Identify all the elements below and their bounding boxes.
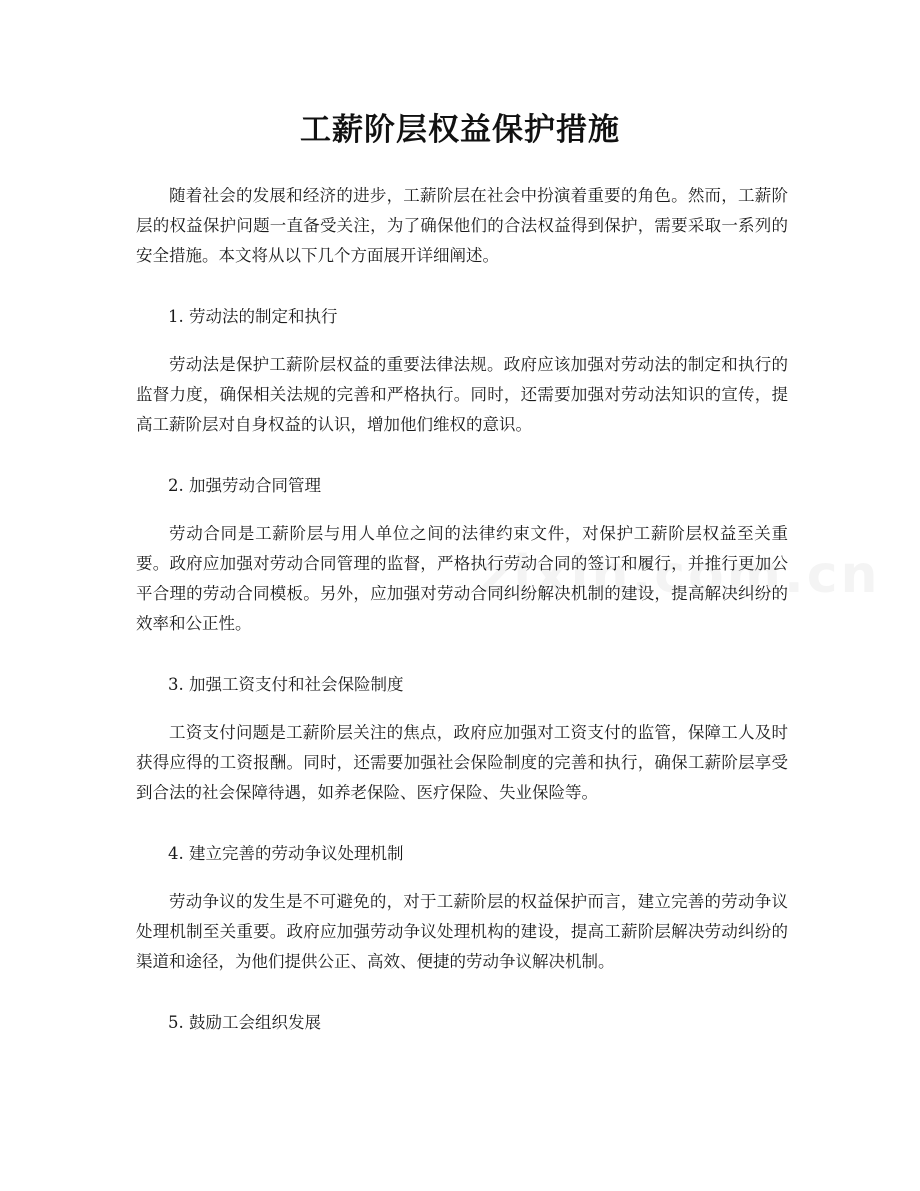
spacer	[136, 639, 788, 670]
section-heading-2: 2. 加强劳动合同管理	[168, 476, 321, 495]
section-body-2: 劳动合同是工薪阶层与用人单位之间的法律约束文件，对保护工薪阶层权益至关重要。政府应加强对劳动合同管理的监督，严格执行劳动合同的签订和履行，并推行更加公平合理的劳动合同模板。另外，应加强对劳动合同纠纷解决机制的建设，提高解决纠纷的效率和公正性。	[136, 524, 788, 633]
section-body-1: 劳动法是保护工薪阶层权益的重要法律法规。政府应该加强对劳动法的制定和执行的监督力度，确保相关法规的完善和严格执行。同时，还需要加强对劳动法知识的宣传，提高工薪阶层对自身权益的认识，增加他们维权的意识。	[136, 355, 788, 434]
intro-paragraph: 随着社会的发展和经济的进步，工薪阶层在社会中扮演着重要的角色。然而，工薪阶层的权益保护问题一直备受关注，为了确保他们的合法权益得到保护，需要采取一系列的安全措施。本文将从以下几个方面展开详细阐述。	[136, 186, 788, 265]
spacer	[136, 440, 788, 471]
section-heading-4: 4. 建立完善的劳动争议处理机制	[168, 844, 404, 863]
section-body-4: 劳动争议的发生是不可避免的，对于工薪阶层的权益保护而言，建立完善的劳动争议处理机制至关重要。政府应加强劳动争议处理机构的建设，提高工薪阶层解决劳动纠纷的渠道和途径，为他们提供公正、高效、便捷的劳动争议解决机制。	[136, 892, 788, 971]
section-body-3: 工资支付问题是工薪阶层关注的焦点，政府应加强对工资支付的监管，保障工人及时获得应得的工资报酬。同时，还需要加强社会保险制度的完善和执行，确保工薪阶层享受到合法的社会保障待遇，如养老保险、医疗保险、失业保险等。	[136, 723, 788, 802]
page-title: 工薪阶层权益保护措施	[300, 112, 620, 148]
spacer	[136, 869, 788, 887]
spacer	[136, 271, 788, 302]
spacer	[136, 501, 788, 519]
spacer	[136, 977, 788, 1008]
spacer	[136, 700, 788, 718]
document-body	[136, 181, 788, 1038]
section-heading-1: 1. 劳动法的制定和执行	[168, 307, 338, 326]
spacer	[136, 808, 788, 839]
section-heading-5: 5. 鼓励工会组织发展	[168, 1013, 321, 1032]
spacer	[136, 332, 788, 350]
section-heading-3: 3. 加强工资支付和社会保险制度	[168, 675, 404, 694]
